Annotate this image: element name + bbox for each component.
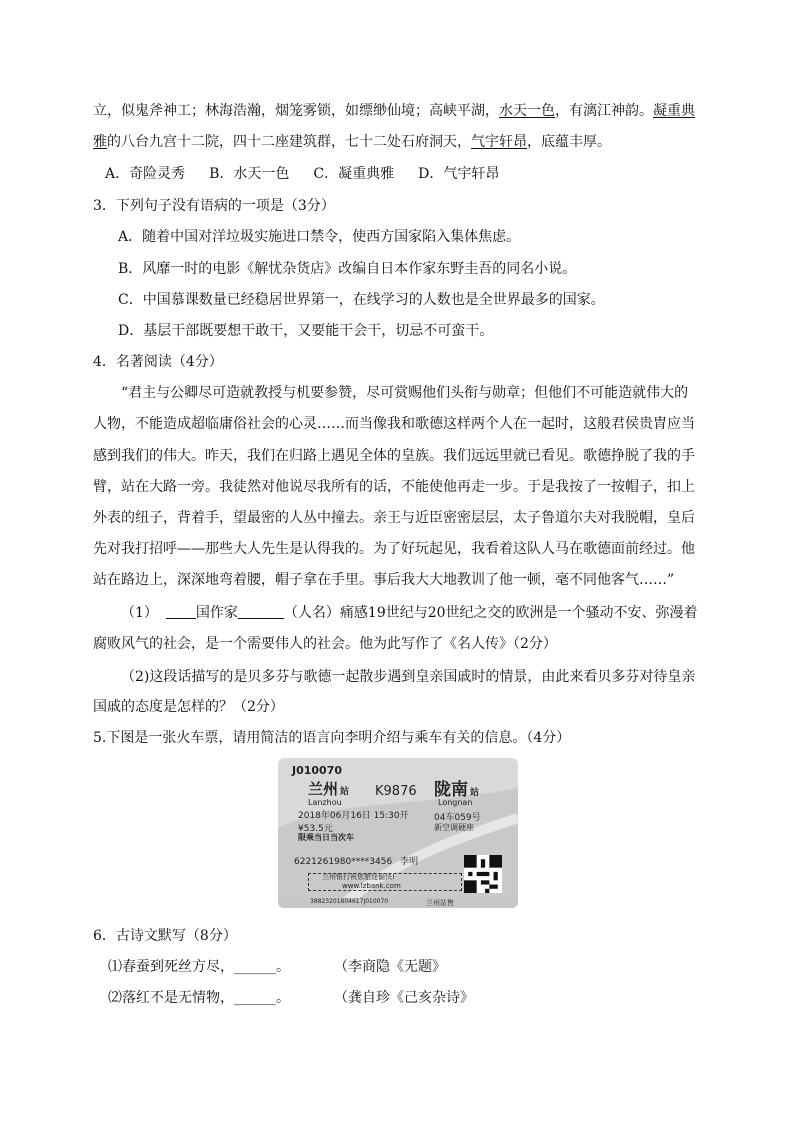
ticket-serial: J010070	[292, 764, 343, 777]
q3-option-c: C．中国慕课数量已经稳居世界第一，在线学习的人数也是全世界最多的国家。	[118, 292, 605, 308]
q4-stem: 4．名著阅读（4分）	[93, 354, 223, 370]
qr-code-icon	[464, 855, 502, 893]
q4-passage-line: 臂，站在大路一旁。我徒然对他说尽我所有的话，不能使他再走一步。于是我按了一按帽子，扣上	[93, 479, 695, 495]
q6-item-2: ⑵落红不是无情物，______。 （龚自珍《己亥杂诗》	[108, 990, 474, 1006]
option-a: A．奇险灵秀	[105, 166, 186, 182]
q4-passage-line: 先对我打招呼——那些大人先生是认得我的。为了好玩起见，我看着这队人马在歌德面前经过。他	[93, 541, 695, 557]
ticket-ad-line-2: www.lzbank.com	[342, 882, 401, 890]
ticket-price: ¥53.5元	[298, 824, 333, 834]
q3-stem: 3．下列句子没有语病的一项是（3分）	[93, 198, 335, 214]
q4-sub2-line-2: 国戚的态度是怎样的？（2分）	[93, 699, 284, 715]
q4-passage-line: 站在路边上，深深地弯着腰，帽子拿在手里。事后我大大地教训了他一顿，毫不同他客气……”	[93, 572, 675, 588]
ticket-seat-type: 新空调硬座	[434, 823, 474, 832]
underlined-phrase: 凝重典	[653, 103, 695, 119]
q3-option-a: A．随着中国对洋垃圾实施进口禁令，使西方国家陷入集体焦虑。	[118, 229, 521, 245]
ticket-from-pinyin: Lanzhou	[308, 798, 342, 807]
option-d: D．气宇轩昂	[418, 166, 500, 182]
q4-sub2-line-1: （2)这段话描写的是贝多芬与歌德一起散步遇到皇亲国戚时的情景，由此来看贝多芬对待皇亲	[121, 669, 696, 685]
ticket-to-station: 陇南 站	[434, 780, 480, 800]
ticket-seat: 04车059号	[434, 813, 481, 823]
train-ticket-image	[278, 758, 518, 908]
answer-blank[interactable]	[238, 604, 284, 619]
q4-sub1-line-1: （1） 国作家 （人名）痛感19世纪与20世纪之交的欧洲是一个骚动不安、弥漫着	[121, 605, 698, 621]
q3-option-b: B．风靡一时的电影《解忧杂货店》改编自日本作家东野圭吾的同名小说。	[118, 261, 577, 277]
q4-passage-line: 感到我们的伟大。昨天，我们在归路上遇见全体的皇族。我们远远里就已看见。歌德挣脱了我的手	[93, 448, 695, 464]
q4-sub1-line-2: 腐败风气的社会，是一个需要伟人的社会。他为此写作了《名人传》（2分）	[93, 636, 557, 652]
underlined-phrase: 雅	[93, 134, 107, 150]
q4-passage-line: 人物，不能造成超临庸俗社会的心灵……而当像我和歌德这样两个人在一起时，这般君侯贵胄应当	[93, 416, 695, 432]
option-b: B．水天一色	[209, 166, 290, 182]
answer-blank[interactable]	[166, 604, 196, 619]
answer-blank[interactable]: ______。	[234, 959, 290, 975]
ticket-barcode-number: 38823201804617J010070	[310, 898, 389, 905]
ticket-train-number: K9876	[375, 784, 417, 799]
ticket-ad-line-1: 兰州银行祝您旅途愉快!	[322, 873, 395, 881]
q5-stem: 5.下图是一张火车票，请用简洁的语言向李明介绍与乘车有关的信息。（4分）	[93, 730, 571, 746]
q6-stem: 6．古诗文默写（8分）	[93, 928, 237, 944]
q2-text-line-2: 雅的八台九宫十二院，四十二座建筑群，七十二处石府洞天，气宇轩昂，底蕴丰厚。	[93, 134, 611, 150]
underlined-phrase: 气宇轩昂	[471, 134, 527, 150]
q6-item-1: ⑴春蚕到死丝方尽，______。 （李商隐《无题》	[108, 959, 446, 975]
ticket-datetime: 2018年06月16日 15:30开	[298, 811, 409, 821]
ticket-validity: 限乘当日当次车	[298, 833, 354, 842]
q2-text-line-1: 立，似鬼斧神工；林海浩瀚，烟笼雾锁，如缥缈仙境；高峡平湖，水天一色，有漓江神韵。凝重典	[93, 103, 695, 119]
ticket-from-station: 兰州 站	[308, 780, 350, 798]
q3-option-d: D．基层干部既要想干敢干，又要能干会干，切忌不可蛮干。	[118, 323, 494, 339]
ticket-passenger-id: 6221261980****3456 李明	[294, 857, 419, 867]
q2-options	[105, 164, 499, 184]
answer-blank[interactable]: ______。	[234, 990, 290, 1006]
option-c: C．凝重典雅	[313, 166, 395, 182]
underlined-phrase: 水天一色	[499, 103, 555, 119]
ticket-sold-at: 兰州站售	[426, 899, 454, 907]
ticket-to-pinyin: Longnan	[438, 798, 473, 807]
q4-passage-line: “君主与公卿尽可造就教授与机要参赞，尽可赏赐他们头衔与勋章；但他们不可能造就伟大的	[121, 385, 689, 401]
q4-passage-line: 外表的纽子，背着手，望最密的人丛中撞去。亲王与近臣密密层层，太子鲁道尔夫对我脱帽，皇后	[93, 510, 695, 526]
